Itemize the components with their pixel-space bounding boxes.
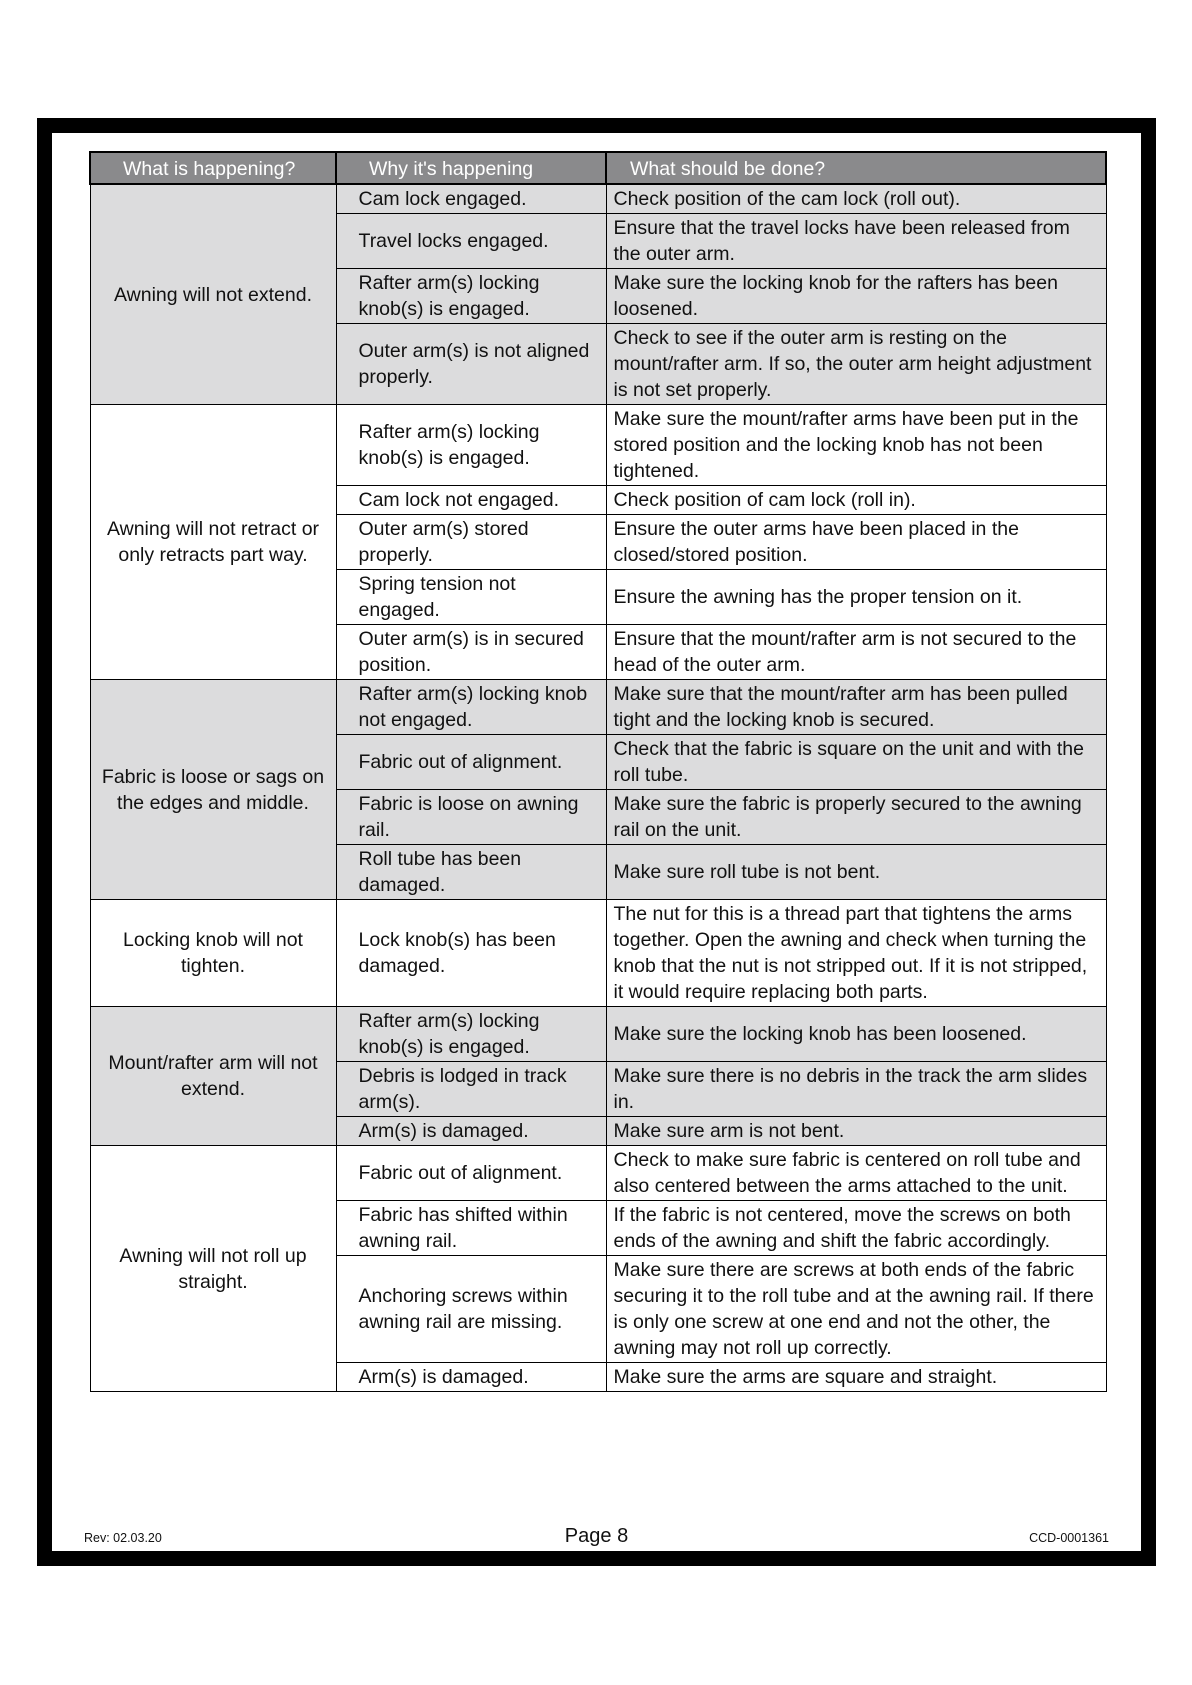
solution-cell: Make sure the locking knob has been loosened. <box>606 1007 1106 1062</box>
solution-cell: Make sure that the mount/rafter arm has been pulled tight and the locking knob is secured. <box>606 680 1106 735</box>
solution-cell: Check position of the cam lock (roll out). <box>606 184 1106 214</box>
problem-group <box>90 900 1106 1007</box>
problem-group <box>90 184 1106 405</box>
cause-cell: Fabric out of alignment. <box>336 1146 606 1201</box>
cause-cell: Rafter arm(s) locking knob(s) is engaged. <box>336 269 606 324</box>
cause-cell: Arm(s) is damaged. <box>336 1363 606 1392</box>
cause-cell: Rafter arm(s) locking knob(s) is engaged. <box>336 405 606 486</box>
cause-cell: Travel locks engaged. <box>336 214 606 269</box>
solution-cell: The nut for this is a thread part that tightens the arms together. Open the awning and check when turning the knob that the nut is not stripped out. If it is not stripped, it would require replacing both parts. <box>606 900 1106 1007</box>
table-row <box>90 405 1106 486</box>
cause-cell: Rafter arm(s) locking knob not engaged. <box>336 680 606 735</box>
solution-cell: Make sure roll tube is not bent. <box>606 845 1106 900</box>
header-what-should-be-done: What should be done? <box>606 152 1106 184</box>
problem-group <box>90 1007 1106 1146</box>
solution-cell: Make sure there is no debris in the track the arm slides in. <box>606 1062 1106 1117</box>
solution-cell: Make sure the mount/rafter arms have been put in the stored position and the locking knob has not been tightened. <box>606 405 1106 486</box>
table-row <box>90 1007 1106 1062</box>
problem-cell: Awning will not retract or only retracts part way. <box>90 405 336 680</box>
table-row <box>90 184 1106 214</box>
solution-cell: Make sure arm is not bent. <box>606 1117 1106 1146</box>
cause-cell: Rafter arm(s) locking knob(s) is engaged. <box>336 1007 606 1062</box>
solution-cell: Make sure the fabric is properly secured to the awning rail on the unit. <box>606 790 1106 845</box>
header-why-its-happening: Why it's happening <box>336 152 606 184</box>
problem-cell: Mount/rafter arm will not extend. <box>90 1007 336 1146</box>
cause-cell: Outer arm(s) stored properly. <box>336 515 606 570</box>
cause-cell: Outer arm(s) is in secured position. <box>336 625 606 680</box>
table-header-row <box>90 152 1106 184</box>
header-what-is-happening: What is happening? <box>90 152 336 184</box>
page-content <box>52 133 1141 1551</box>
problem-cell: Awning will not extend. <box>90 184 336 405</box>
problem-group <box>90 1146 1106 1392</box>
problem-cell: Locking knob will not tighten. <box>90 900 336 1007</box>
cause-cell: Fabric has shifted within awning rail. <box>336 1201 606 1256</box>
cause-cell: Cam lock engaged. <box>336 184 606 214</box>
cause-cell: Arm(s) is damaged. <box>336 1117 606 1146</box>
cause-cell: Spring tension not engaged. <box>336 570 606 625</box>
solution-cell: Ensure that the travel locks have been released from the outer arm. <box>606 214 1106 269</box>
solution-cell: Ensure the awning has the proper tension on it. <box>606 570 1106 625</box>
solution-cell: Make sure there are screws at both ends of the fabric securing it to the roll tube and at the awning rail. If there is only one screw at one end and not the other, the awning may not roll up correctly. <box>606 1256 1106 1363</box>
cause-cell: Cam lock not engaged. <box>336 486 606 515</box>
table-row <box>90 1146 1106 1201</box>
page-frame <box>37 118 1156 1566</box>
table-row <box>90 680 1106 735</box>
cause-cell: Lock knob(s) has been damaged. <box>336 900 606 1007</box>
solution-cell: Ensure that the mount/rafter arm is not secured to the head of the outer arm. <box>606 625 1106 680</box>
cause-cell: Debris is lodged in track arm(s). <box>336 1062 606 1117</box>
solution-cell: Ensure the outer arms have been placed in the closed/stored position. <box>606 515 1106 570</box>
document-code: CCD-0001361 <box>1029 1531 1109 1545</box>
table-row <box>90 900 1106 1007</box>
cause-cell: Outer arm(s) is not aligned properly. <box>336 324 606 405</box>
page-number: Page 8 <box>564 1525 629 1547</box>
solution-cell: Make sure the locking knob for the rafters has been loosened. <box>606 269 1106 324</box>
troubleshooting-table <box>89 151 1107 1392</box>
cause-cell: Fabric is loose on awning rail. <box>336 790 606 845</box>
problem-group <box>90 405 1106 680</box>
solution-cell: Check that the fabric is square on the unit and with the roll tube. <box>606 735 1106 790</box>
cause-cell: Anchoring screws within awning rail are missing. <box>336 1256 606 1363</box>
solution-cell: Check to see if the outer arm is resting on the mount/rafter arm. If so, the outer arm height adjustment is not set properly. <box>606 324 1106 405</box>
cause-cell: Fabric out of alignment. <box>336 735 606 790</box>
cause-cell: Roll tube has been damaged. <box>336 845 606 900</box>
problem-group <box>90 680 1106 900</box>
revision-label: Rev: 02.03.20 <box>84 1531 162 1545</box>
problem-cell: Awning will not roll up straight. <box>90 1146 336 1392</box>
solution-cell: Make sure the arms are square and straight. <box>606 1363 1106 1392</box>
solution-cell: Check to make sure fabric is centered on roll tube and also centered between the arms attached to the unit. <box>606 1146 1106 1201</box>
solution-cell: Check position of cam lock (roll in). <box>606 486 1106 515</box>
problem-cell: Fabric is loose or sags on the edges and middle. <box>90 680 336 900</box>
solution-cell: If the fabric is not centered, move the screws on both ends of the awning and shift the fabric accordingly. <box>606 1201 1106 1256</box>
